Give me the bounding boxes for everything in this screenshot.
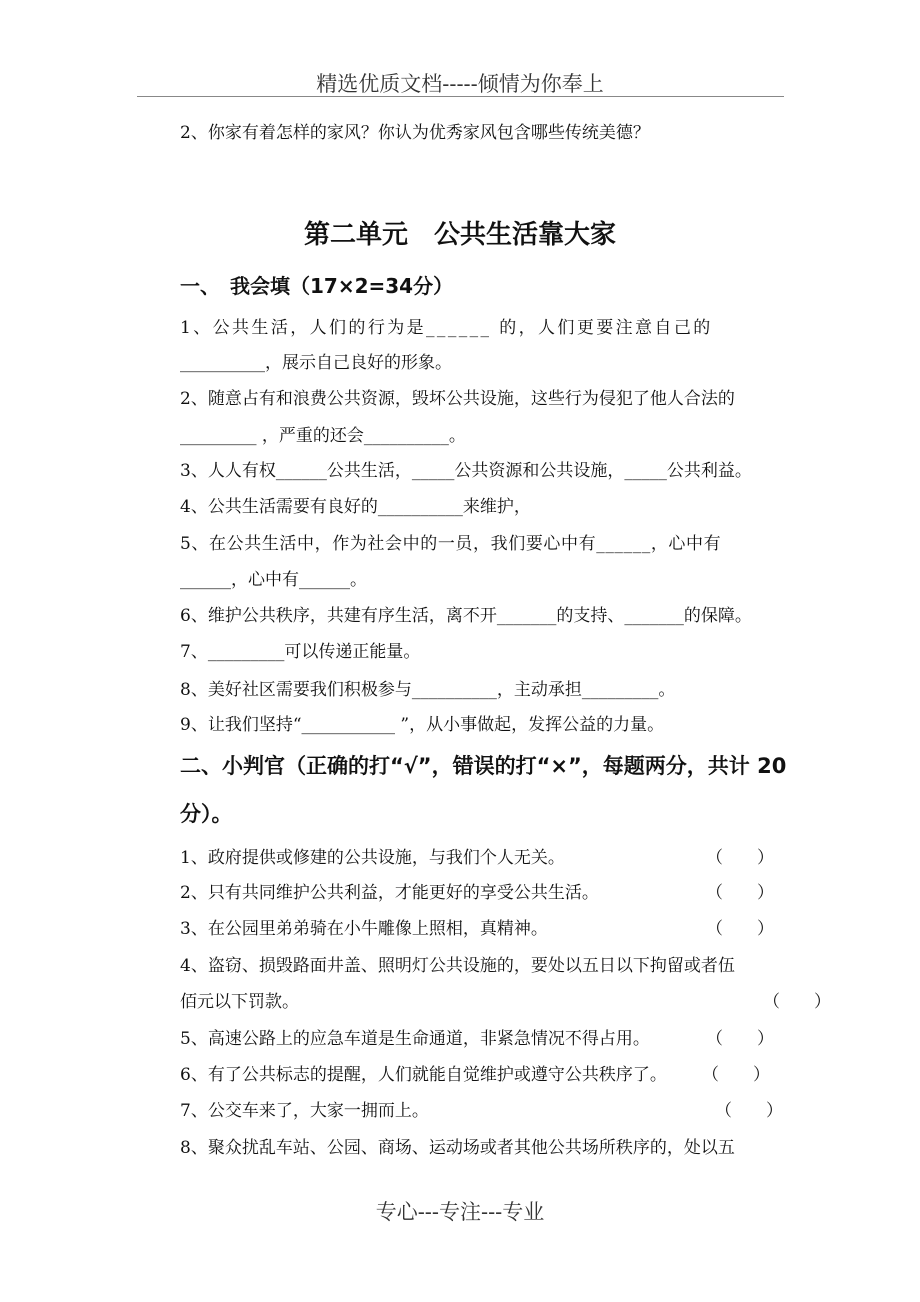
fill-line: ______，心中有______。 xyxy=(180,570,367,590)
judge-item: 3、在公园里弟弟骑在小牛雕像上照相，真精神。 xyxy=(180,919,548,939)
page-footer: 专心---专注---专业 xyxy=(375,1200,545,1224)
fill-line: 6、维护公共秩序，共建有序生活，离不开_______的支持、_______的保障。 xyxy=(180,606,752,626)
answer-parentheses[interactable]: （ ） xyxy=(763,992,831,1012)
answer-parentheses[interactable]: （ ） xyxy=(706,848,774,868)
fill-line: 3、人人有权______公共生活，_____公共资源和公共设施，_____公共利益。 xyxy=(180,461,752,481)
header-divider xyxy=(137,96,784,97)
fill-line: 5、在公共生活中，作为社会中的一员，我们要心中有______，心中有 xyxy=(180,534,722,554)
fill-line: 9、让我们坚持“___________ ”，从小事做起，发挥公益的力量。 xyxy=(180,715,665,735)
previous-question: 2、你家有着怎样的家风？你认为优秀家风包含哪些传统美德？ xyxy=(180,123,650,143)
judge-item: 7、公交车来了，大家一拥而上。 xyxy=(180,1101,429,1121)
answer-parentheses[interactable]: （ ） xyxy=(706,919,774,939)
answer-parentheses[interactable]: （ ） xyxy=(706,883,774,903)
judge-item: 8、聚众扰乱车站、公园、商场、运动场或者其他公共场所秩序的，处以五 xyxy=(180,1138,735,1158)
answer-parentheses[interactable]: （ ） xyxy=(706,1029,774,1049)
fill-line: 1、公共生活，人们的行为是______ 的，人们更要注意自己的 xyxy=(180,318,713,338)
section1-heading: 一、 我会填（17×2=34分） xyxy=(180,274,454,298)
fill-line: 8、美好社区需要我们积极参与__________，主动承担_________。 xyxy=(180,680,676,700)
fill-line: 7、_________可以传递正能量。 xyxy=(180,642,421,662)
judge-item: 1、政府提供或修建的公共设施，与我们个人无关。 xyxy=(180,848,565,868)
answer-parentheses[interactable]: （ ） xyxy=(702,1065,770,1085)
section2-heading: 二、小判官（正确的打“√”，错误的打“×”，每题两分，共计 20 xyxy=(180,754,787,778)
section2-heading-cont: 分）。 xyxy=(180,802,233,826)
fill-line: 4、公共生活需要有良好的__________来维护， xyxy=(180,497,531,517)
judge-item: 2、只有共同维护公共利益，才能更好的享受公共生活。 xyxy=(180,883,599,903)
fill-line: __________，展示自己良好的形象。 xyxy=(180,353,452,373)
judge-item: 4、盗窃、损毁路面井盖、照明灯公共设施的，要处以五日以下拘留或者伍 xyxy=(180,956,735,976)
judge-item-cont: 佰元以下罚款。 xyxy=(180,992,299,1012)
judge-item: 5、高速公路上的应急车道是生命通道，非紧急情况不得占用。 xyxy=(180,1029,650,1049)
fill-line: _________ ，严重的还会__________。 xyxy=(180,426,466,446)
judge-item: 6、有了公共标志的提醒，人们就能自觉维护或遵守公共秩序了。 xyxy=(180,1065,667,1085)
page-header: 精选优质文档-----倾情为你奉上 xyxy=(316,72,604,96)
unit-title: 第二单元 公共生活靠大家 xyxy=(303,220,616,250)
fill-line: 2、随意占有和浪费公共资源，毁坏公共设施，这些行为侵犯了他人合法的 xyxy=(180,389,735,409)
answer-parentheses[interactable]: （ ） xyxy=(715,1101,783,1121)
